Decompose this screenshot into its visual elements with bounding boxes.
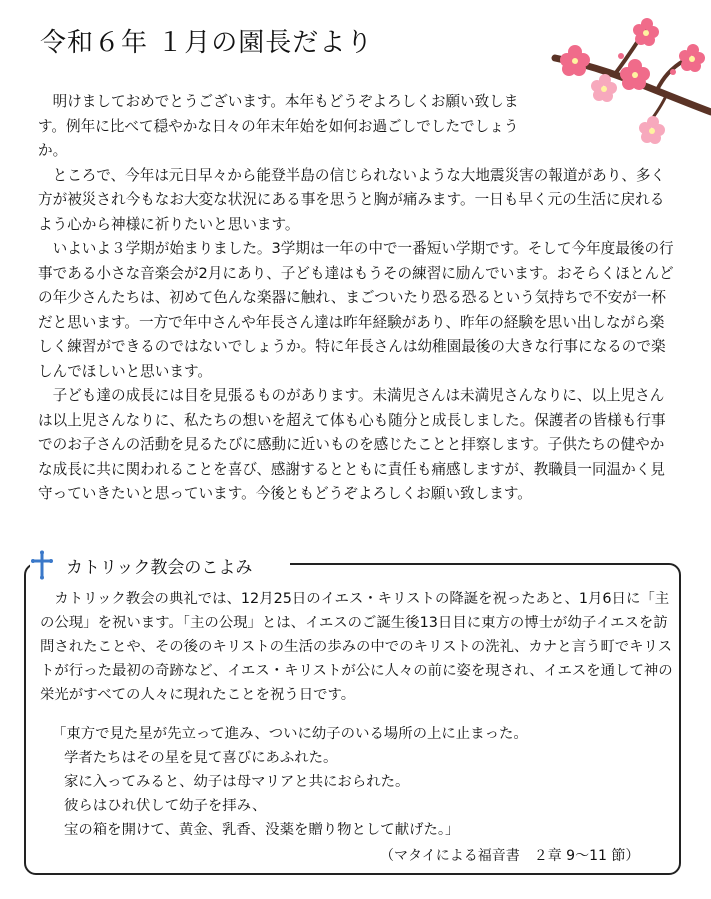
page-title: 令和６年 １月の園長だより: [40, 28, 374, 58]
paragraph-greeting: 明けましておめでとうございます。本年もどうぞよろしくお願い致します。例年に比べて穏やかな日々の年末年始を如何お過ごしでしたでしょうか。: [38, 93, 519, 159]
paragraph-third-term: いよいよ３学期が始まりました。3学期は一年の中で一番短い学期です。そして今年度最後の行事である小さな音楽会が2月にあり、子ども達はもうその練習に励んでいます。おそらくほとんどの年少さんたちは、初めて色んな楽器に触れ、まごついたり恐る恐るという気持ちで不安が一杯だと思います。一方で年中さんや年長さん達は昨年経験があり、昨年の経験を思い出しながら楽しく練習ができるのではないでしょうか。特に年長さんは幼稚園最後の大きな行事になるので楽しんでほしいと思います。: [38, 240, 674, 380]
letter-body: [38, 90, 678, 507]
section-header: [30, 550, 290, 576]
scripture-source: （マタイによる福音書 ２章 9～11 節）: [380, 848, 640, 864]
quote-line: 彼らはひれ伏して幼子を拝み、: [64, 798, 267, 814]
cross-icon: [30, 550, 54, 580]
calendar-paragraph: カトリック教会の典礼では、12月25日のイエス・キリストの降誕を祝ったあと、1月6日に「主の公現」を祝います。「主の公現」とは、イエスのご誕生後13日目に東方の博士が幼子イエスを訪問されたことや、その後のキリストの生活の歩みの中でのキリストの洗礼、カナと言う町でキリストが行った最初の奇跡など、イエス・キリストが公に人々の前に姿を現され、イエスを通して神の栄光がすべての人々に現れたことを祝う日です。: [40, 591, 673, 703]
quote-line: 学者たちはその星を見て喜びにあふれた。: [64, 750, 338, 766]
paragraph-growth: 子ども達の成長には目を見張るものがあります。未満児さんは未満児さんなりに、以上児さんは以上児さんなりに、私たちの想いを超えて体も心も随分と成長しました。保護者の皆様も行事でのお子さんの活動を見るたびに感動に近いものを感じたことと拝察します。子供たちの健やかな成長に共に関われることを喜び、感謝するとともに責任も痛感しますが、教職員一同温かく見守っていきたいと思っています。今後ともどうぞよろしくお願い致します。: [38, 387, 666, 502]
section-title: カトリック教会のこよみ: [66, 558, 253, 578]
quote-line: 宝の箱を開けて、黄金、乳香、没薬を贈り物として献げた。」: [64, 822, 460, 838]
quote-line: 「東方で見た星が先立って進み、ついに幼子のいる場所の上に止まった。: [52, 726, 528, 742]
scripture-quote: [52, 722, 528, 842]
calendar-text: [40, 587, 680, 707]
quote-line: 家に入ってみると、幼子は母マリアと共におられた。: [64, 774, 410, 790]
paragraph-earthquake: ところで、今年は元日早々から能登半島の信じられないような大地震災害の報道があり、多く方が被災され今もなお大変な状況にある事を思うと胸が痛みます。一日も早く元の生活に戻れるよう心から神様に祈りたいと思います。: [38, 166, 666, 233]
